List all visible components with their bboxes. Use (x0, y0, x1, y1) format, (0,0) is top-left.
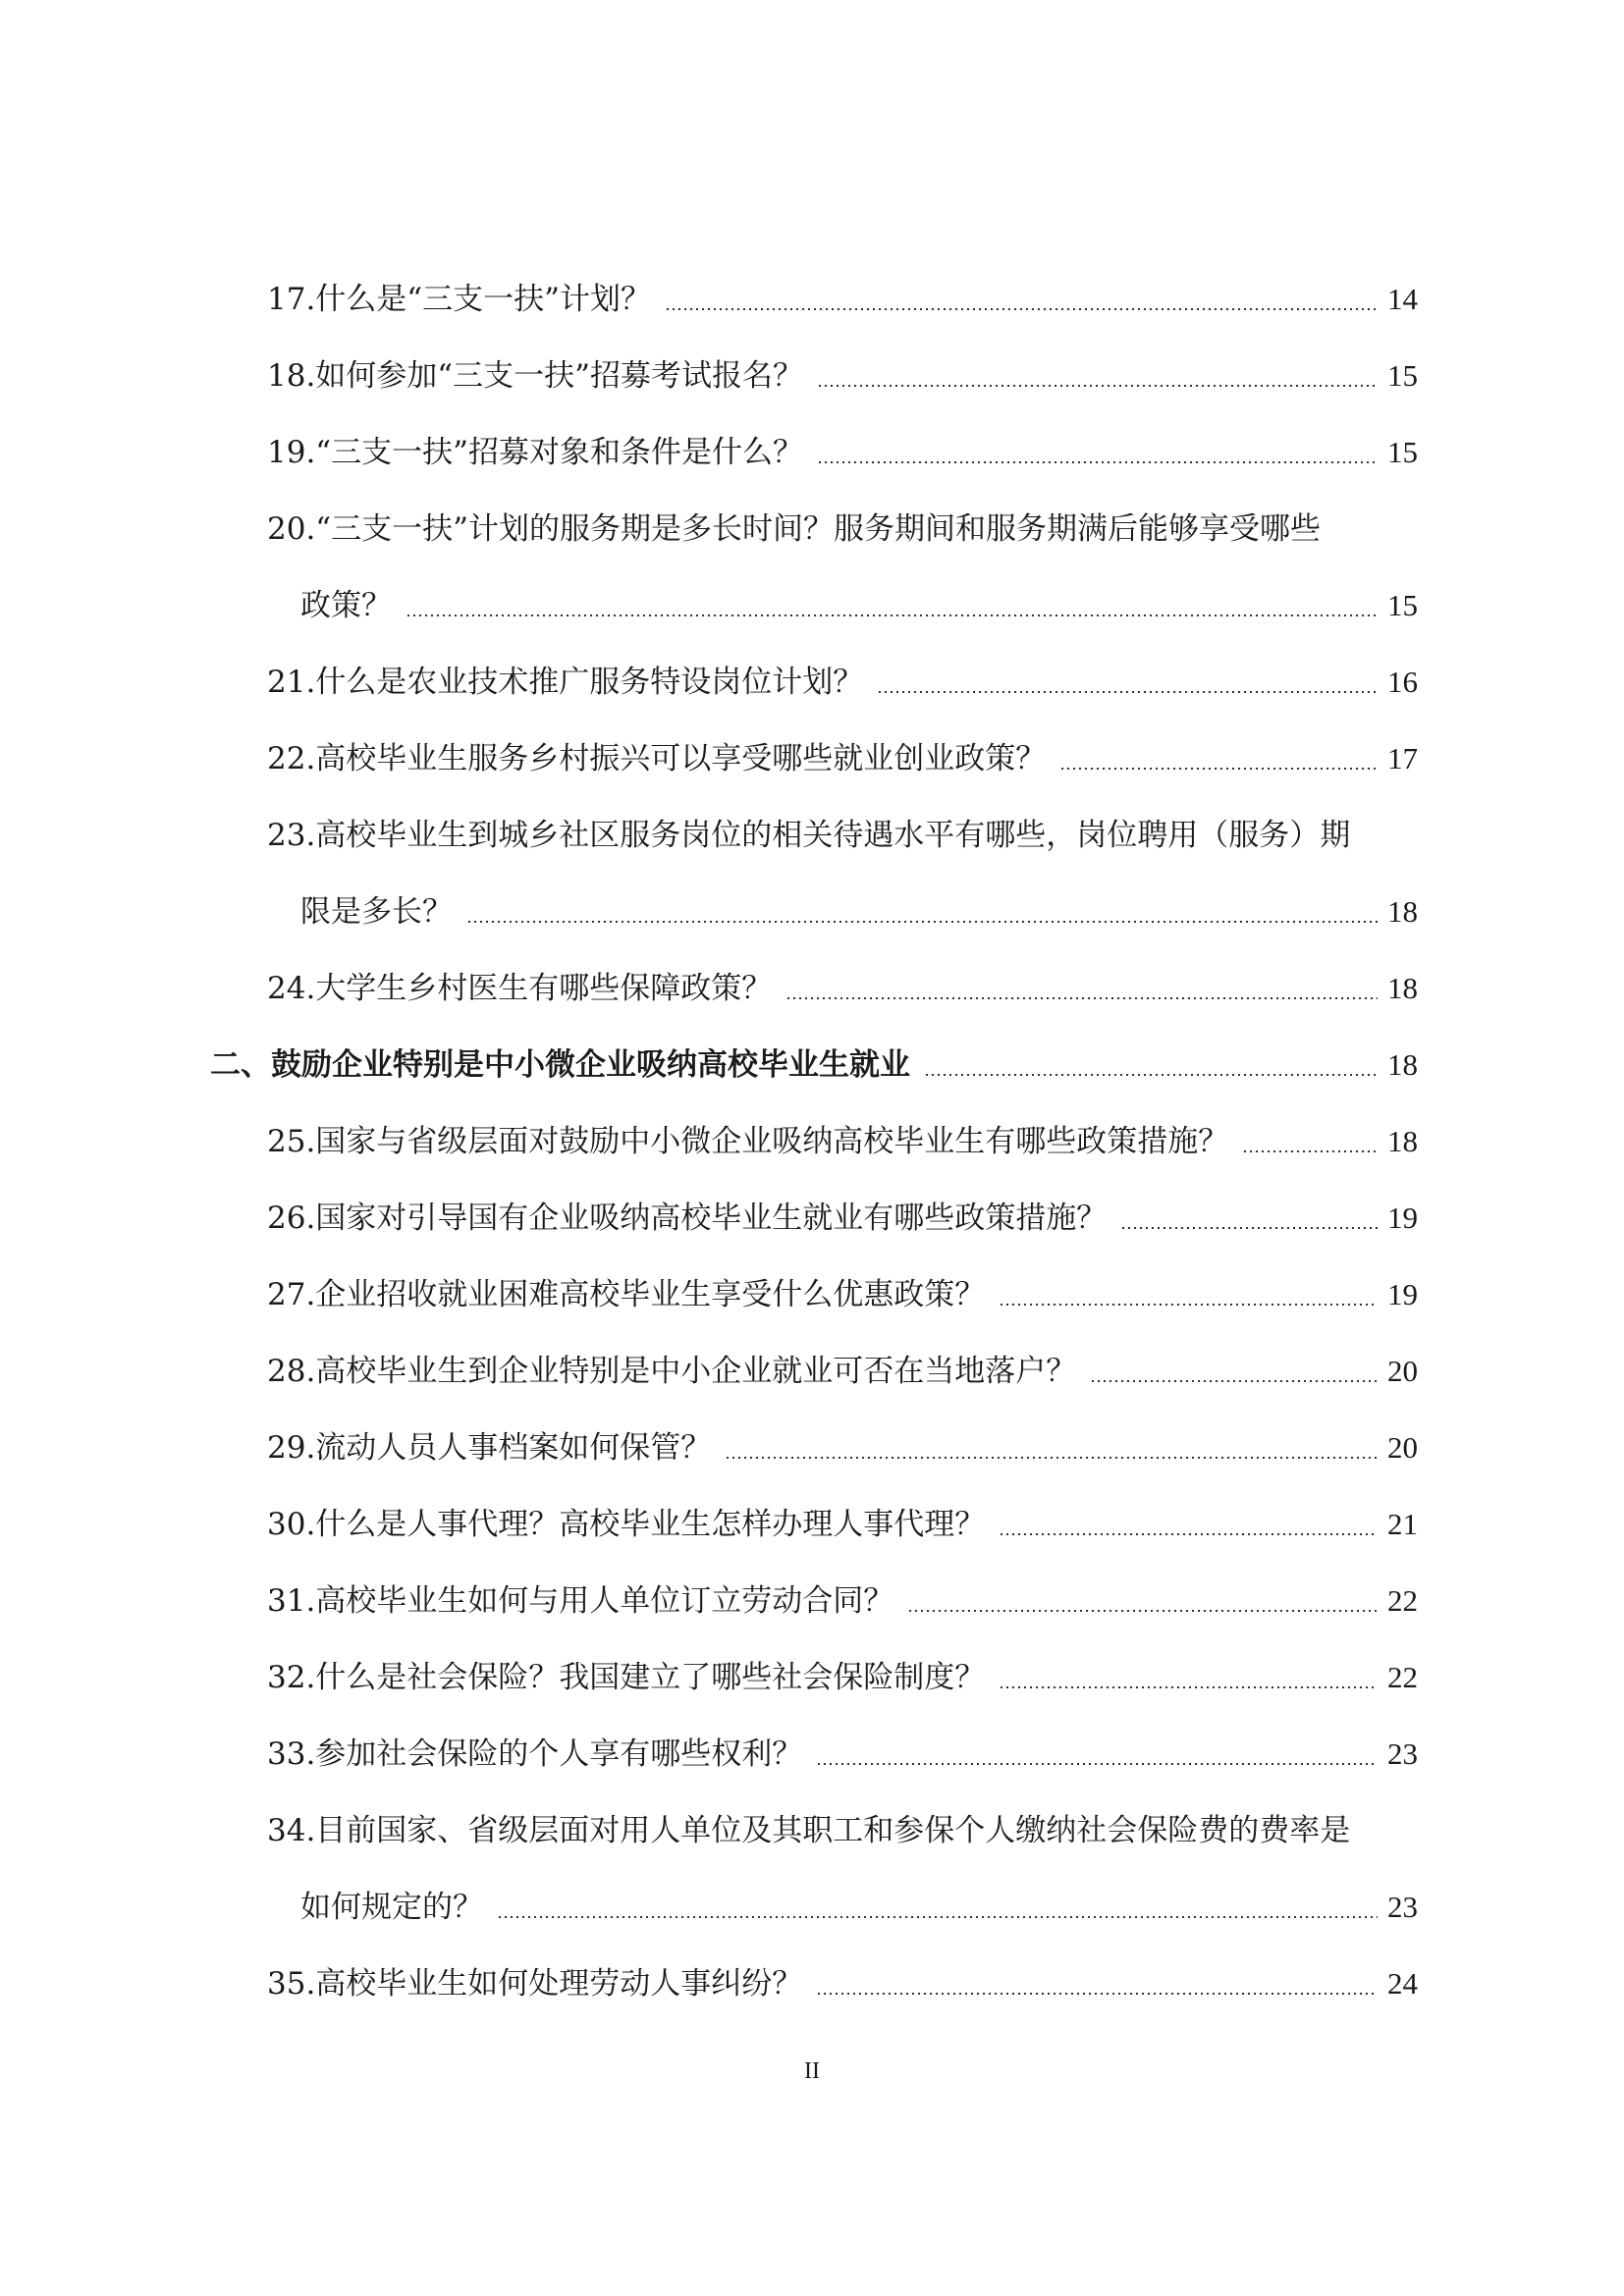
toc-entry-title: 19.“三支一扶”招募对象和条件是什么？ (267, 435, 803, 470)
toc-entry-page: 17 (1387, 741, 1418, 775)
toc-entry-title: 26.国家对引导国有企业吸纳高校毕业生就业有哪些政策措施？ (267, 1201, 1108, 1236)
toc-entry-title: 23.高校毕业生到城乡社区服务岗位的相关待遇水平有哪些，岗位聘用（服务）期 (267, 818, 1351, 853)
toc-entry-title: 21.什么是农业技术推广服务特设岗位计划？ (267, 665, 864, 700)
toc-entry-page: 23 (1387, 1890, 1418, 1924)
toc-entry[interactable] (0, 1954, 1624, 2013)
toc-entry[interactable] (0, 1801, 1624, 1860)
toc-entry[interactable] (0, 653, 1624, 712)
toc-entry[interactable] (0, 729, 1624, 788)
toc-entry-page: 15 (1387, 588, 1418, 622)
toc-section-title: 二、鼓励企业特别是中小微企业吸纳高校毕业生就业 (210, 1047, 910, 1083)
toc-entry[interactable] (0, 1418, 1624, 1477)
dot-leader (999, 1686, 1378, 1688)
toc-entry-title: 17.什么是“三支一扶”计划？ (267, 282, 651, 317)
toc-entry-page: 23 (1387, 1736, 1418, 1771)
toc-entry[interactable] (0, 1648, 1624, 1707)
toc-entry-page: 19 (1387, 1277, 1418, 1311)
dot-leader (785, 997, 1378, 999)
toc-entry-title: 限是多长？ (300, 894, 453, 930)
toc-entry-title: 34.目前国家、省级层面对用人单位及其职工和参保个人缴纳社会保险费的费率是 (267, 1813, 1351, 1848)
toc-entry-page: 18 (1387, 1124, 1418, 1158)
toc-entry[interactable] (0, 1265, 1624, 1324)
dot-leader (665, 308, 1378, 310)
toc-entry-continuation[interactable] (0, 576, 1624, 635)
toc-entry-page: 20 (1387, 1354, 1418, 1388)
toc-entry-title: 35.高校毕业生如何处理劳动人事纠纷？ (267, 1966, 803, 2002)
dot-leader (817, 385, 1378, 387)
dot-leader (466, 921, 1378, 923)
toc-entry-title: 33.参加社会保险的个人享有哪些权利？ (267, 1736, 803, 1772)
dot-leader (725, 1457, 1378, 1459)
toc-entry-page: 14 (1387, 282, 1418, 316)
toc-entry[interactable] (0, 347, 1624, 405)
toc-entry[interactable] (0, 1189, 1624, 1248)
toc-entry-title: 22.高校毕业生服务乡村振兴可以享受哪些就业创业政策？ (267, 741, 1047, 776)
dot-leader (816, 1993, 1378, 1995)
toc-entry-page: 24 (1387, 1966, 1418, 2001)
toc-entry[interactable] (0, 959, 1624, 1018)
toc-entry-page: 18 (1387, 971, 1418, 1005)
toc-entry-title: 27.企业招收就业困难高校毕业生享受什么优惠政策？ (267, 1277, 986, 1312)
toc-entry[interactable] (0, 270, 1624, 329)
toc-entry[interactable] (0, 1495, 1624, 1554)
toc-entry-title: 20.“三支一扶”计划的服务期是多长时间？服务期间和服务期满后能够享受哪些 (267, 511, 1321, 547)
toc-entry[interactable] (0, 423, 1624, 482)
toc-entry-page: 19 (1387, 1201, 1418, 1235)
toc-entry[interactable] (0, 1112, 1624, 1171)
dot-leader (406, 614, 1378, 616)
dot-leader (817, 461, 1378, 463)
dot-leader (999, 1304, 1378, 1306)
dot-leader (1242, 1150, 1378, 1152)
toc-entry-page: 15 (1387, 435, 1418, 469)
toc-entry-title: 31.高校毕业生如何与用人单位订立劳动合同？ (267, 1583, 894, 1619)
toc-entry-page: 21 (1387, 1507, 1418, 1541)
page-number-footer: II (804, 2058, 820, 2084)
toc-entry-title: 如何规定的？ (300, 1890, 483, 1925)
toc-entry[interactable] (0, 1572, 1624, 1630)
toc-entry[interactable] (0, 806, 1624, 865)
toc-entry-title: 28.高校毕业生到企业特别是中小企业就业可否在当地落户？ (267, 1354, 1077, 1389)
toc-entry-page: 20 (1387, 1430, 1418, 1465)
dot-leader (877, 691, 1378, 693)
toc-entry-title: 24.大学生乡村医生有哪些保障政策？ (267, 971, 773, 1006)
dot-leader (924, 1074, 1378, 1076)
toc-entry[interactable] (0, 500, 1624, 559)
dot-leader (907, 1610, 1378, 1612)
toc-section-heading[interactable] (0, 1036, 1624, 1095)
toc-entry-title: 30.什么是人事代理？高校毕业生怎样办理人事代理？ (267, 1507, 986, 1542)
toc-entry-page: 18 (1387, 894, 1418, 929)
toc-entry-title: 29.流动人员人事档案如何保管？ (267, 1430, 712, 1466)
toc-entry-title: 32.什么是社会保险？我国建立了哪些社会保险制度？ (267, 1660, 986, 1695)
toc-entry-page: 22 (1387, 1660, 1418, 1694)
toc-entry-page: 22 (1387, 1583, 1418, 1618)
dot-leader (999, 1533, 1378, 1535)
dot-leader (1120, 1227, 1378, 1229)
toc-entry-title: 25.国家与省级层面对鼓励中小微企业吸纳高校毕业生有哪些政策措施？ (267, 1124, 1229, 1159)
dot-leader (1059, 768, 1378, 770)
dot-leader (816, 1763, 1378, 1765)
toc-entry-title: 18.如何参加“三支一扶”招募考试报名？ (267, 358, 803, 394)
toc-entry-continuation[interactable] (0, 1878, 1624, 1937)
toc-entry[interactable] (0, 1342, 1624, 1401)
toc-entry-continuation[interactable] (0, 882, 1624, 941)
toc-entry-page: 15 (1387, 358, 1418, 393)
toc-entry-page: 16 (1387, 665, 1418, 699)
toc-entry-page: 18 (1387, 1047, 1418, 1082)
toc-entry[interactable] (0, 1725, 1624, 1784)
dot-leader (497, 1916, 1378, 1918)
toc-entry-title: 政策？ (300, 588, 392, 623)
dot-leader (1090, 1380, 1378, 1382)
